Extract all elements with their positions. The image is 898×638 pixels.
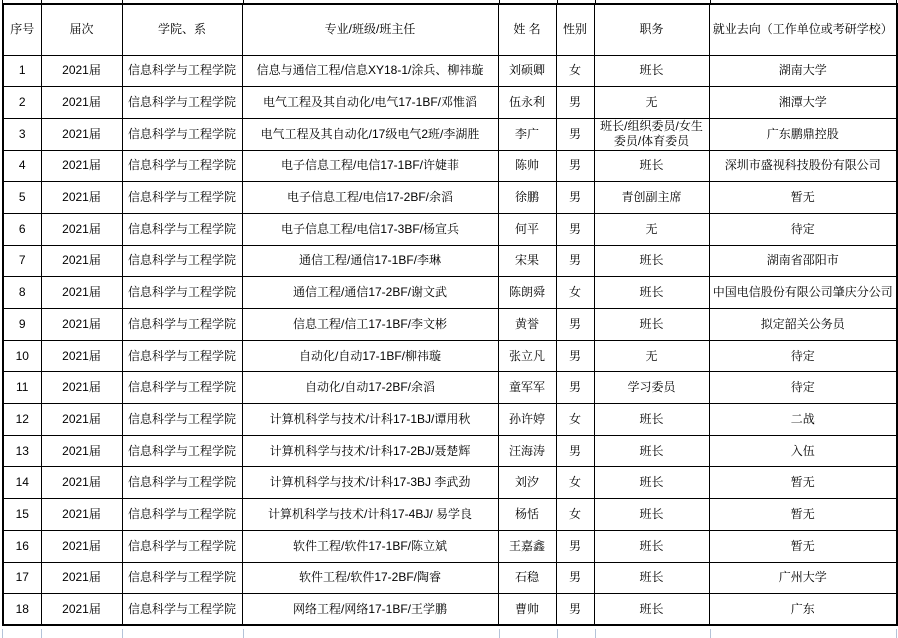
cell-index: 16: [3, 530, 41, 562]
graduates-table: [2, 3, 898, 626]
cell-name: 何平: [498, 213, 556, 245]
cell-gender: 男: [556, 594, 594, 626]
cell-index: 2: [3, 87, 41, 119]
cell-name: 石稳: [498, 562, 556, 594]
cell-destination: 中国电信股份有限公司肇庆分公司: [709, 277, 897, 309]
table-row: [3, 309, 897, 341]
cell-cohort: 2021届: [41, 55, 122, 87]
header-cell-major: 专业/班级/班主任: [242, 4, 498, 55]
cell-cohort: 2021届: [41, 467, 122, 499]
gridline-stub: [557, 629, 558, 638]
gridline-stub: [243, 629, 244, 638]
cell-college: 信息科学与工程学院: [122, 435, 242, 467]
cell-gender: 男: [556, 182, 594, 214]
cell-gender: 女: [556, 499, 594, 531]
cell-name: 宋果: [498, 245, 556, 277]
cell-college: 信息科学与工程学院: [122, 150, 242, 182]
cell-major: 电子信息工程/电信17-2BF/余滔: [242, 182, 498, 214]
cell-index: 4: [3, 150, 41, 182]
cell-name: 杨恬: [498, 499, 556, 531]
cell-duty: 班长: [594, 55, 709, 87]
header-cell-gender: 性别: [556, 4, 594, 55]
cell-duty: 青创副主席: [594, 182, 709, 214]
cell-college: 信息科学与工程学院: [122, 182, 242, 214]
cell-gender: 男: [556, 562, 594, 594]
cell-index: 1: [3, 55, 41, 87]
header-row: [3, 4, 897, 55]
cell-gender: 男: [556, 150, 594, 182]
cell-duty: 班长: [594, 499, 709, 531]
cell-name: 刘汐: [498, 467, 556, 499]
table-row: [3, 182, 897, 214]
cell-destination: 暂无: [709, 499, 897, 531]
cell-college: 信息科学与工程学院: [122, 499, 242, 531]
cell-college: 信息科学与工程学院: [122, 277, 242, 309]
cell-major: 计算机科学与技术/计科17-4BJ/ 易学良: [242, 499, 498, 531]
cell-index: 8: [3, 277, 41, 309]
cell-cohort: 2021届: [41, 309, 122, 341]
cell-college: 信息科学与工程学院: [122, 562, 242, 594]
gridline-stub: [122, 629, 123, 638]
cell-cohort: 2021届: [41, 499, 122, 531]
cell-duty: 班长/组织委员/女生委员/体育委员: [594, 118, 709, 150]
cell-index: 5: [3, 182, 41, 214]
cell-index: 9: [3, 309, 41, 341]
cell-cohort: 2021届: [41, 87, 122, 119]
cell-destination: 广州大学: [709, 562, 897, 594]
cell-duty: 班长: [594, 309, 709, 341]
cell-name: 孙许婷: [498, 404, 556, 436]
cell-major: 计算机科学与技术/计科17-1BJ/谭用秋: [242, 404, 498, 436]
cell-gender: 女: [556, 55, 594, 87]
cell-cohort: 2021届: [41, 372, 122, 404]
cell-college: 信息科学与工程学院: [122, 340, 242, 372]
cell-name: 李广: [498, 118, 556, 150]
cell-gender: 男: [556, 213, 594, 245]
table-row: [3, 594, 897, 626]
table-row: [3, 150, 897, 182]
gridline-stub: [499, 629, 500, 638]
cell-major: 电子信息工程/电信17-1BF/许婕菲: [242, 150, 498, 182]
cell-cohort: 2021届: [41, 150, 122, 182]
cell-index: 17: [3, 562, 41, 594]
cell-gender: 男: [556, 530, 594, 562]
table-row: [3, 530, 897, 562]
cell-major: 软件工程/软件17-2BF/陶睿: [242, 562, 498, 594]
header-cell-college: 学院、系: [122, 4, 242, 55]
cell-index: 6: [3, 213, 41, 245]
cell-name: 曹帅: [498, 594, 556, 626]
cell-destination: 待定: [709, 213, 897, 245]
cell-name: 陈朗舜: [498, 277, 556, 309]
cell-destination: 广东鹏鼎控股: [709, 118, 897, 150]
cell-cohort: 2021届: [41, 530, 122, 562]
cell-index: 7: [3, 245, 41, 277]
cell-college: 信息科学与工程学院: [122, 309, 242, 341]
cell-college: 信息科学与工程学院: [122, 594, 242, 626]
cell-name: 刘硕卿: [498, 55, 556, 87]
cell-college: 信息科学与工程学院: [122, 245, 242, 277]
cell-duty: 无: [594, 87, 709, 119]
table-header: [3, 4, 897, 55]
cell-index: 15: [3, 499, 41, 531]
cell-cohort: 2021届: [41, 277, 122, 309]
cell-destination: 拟定韶关公务员: [709, 309, 897, 341]
cell-cohort: 2021届: [41, 118, 122, 150]
cell-destination: 暂无: [709, 182, 897, 214]
cell-major: 电气工程及其自动化/电气17-1BF/邓惟滔: [242, 87, 498, 119]
table-row: [3, 55, 897, 87]
table-row: [3, 467, 897, 499]
cell-college: 信息科学与工程学院: [122, 404, 242, 436]
cell-duty: 班长: [594, 404, 709, 436]
cell-major: 软件工程/软件17-1BF/陈立斌: [242, 530, 498, 562]
cell-college: 信息科学与工程学院: [122, 118, 242, 150]
cell-destination: 待定: [709, 372, 897, 404]
table-row: [3, 562, 897, 594]
cell-name: 汪海涛: [498, 435, 556, 467]
cell-gender: 男: [556, 309, 594, 341]
gridline-stub: [595, 629, 596, 638]
cell-gender: 女: [556, 467, 594, 499]
cell-major: 通信工程/通信17-2BF/谢文武: [242, 277, 498, 309]
cell-duty: 班长: [594, 530, 709, 562]
gridline-stub: [41, 629, 42, 638]
cell-college: 信息科学与工程学院: [122, 372, 242, 404]
cell-destination: 湘潭大学: [709, 87, 897, 119]
table-row: [3, 499, 897, 531]
table-row: [3, 372, 897, 404]
cell-name: 徐鹏: [498, 182, 556, 214]
cell-college: 信息科学与工程学院: [122, 213, 242, 245]
cell-name: 伍永利: [498, 87, 556, 119]
header-cell-cohort: 届次: [41, 4, 122, 55]
cell-name: 王嘉鑫: [498, 530, 556, 562]
table-row: [3, 213, 897, 245]
table-row: [3, 118, 897, 150]
cell-destination: 深圳市盛视科技股份有限公司: [709, 150, 897, 182]
cell-gender: 女: [556, 277, 594, 309]
header-cell-index: 序号: [3, 4, 41, 55]
cell-cohort: 2021届: [41, 340, 122, 372]
cell-destination: 入伍: [709, 435, 897, 467]
cell-college: 信息科学与工程学院: [122, 467, 242, 499]
cell-cohort: 2021届: [41, 245, 122, 277]
cell-college: 信息科学与工程学院: [122, 87, 242, 119]
cell-cohort: 2021届: [41, 562, 122, 594]
cell-major: 自动化/自动17-2BF/余滔: [242, 372, 498, 404]
cell-major: 电子信息工程/电信17-3BF/杨宣兵: [242, 213, 498, 245]
gridline-stub: [2, 629, 3, 638]
cell-duty: 班长: [594, 150, 709, 182]
cell-destination: 湖南大学: [709, 55, 897, 87]
table-row: [3, 435, 897, 467]
cell-index: 3: [3, 118, 41, 150]
cell-name: 陈帅: [498, 150, 556, 182]
cell-gender: 女: [556, 404, 594, 436]
gridline-stub: [710, 629, 711, 638]
cell-major: 自动化/自动17-1BF/柳祎璇: [242, 340, 498, 372]
cell-destination: 待定: [709, 340, 897, 372]
cell-cohort: 2021届: [41, 182, 122, 214]
cell-major: 通信工程/通信17-1BF/李琳: [242, 245, 498, 277]
cell-destination: 暂无: [709, 467, 897, 499]
cell-duty: 无: [594, 340, 709, 372]
cell-gender: 男: [556, 118, 594, 150]
cell-destination: 湖南省邵阳市: [709, 245, 897, 277]
cell-duty: 班长: [594, 435, 709, 467]
cell-duty: 班长: [594, 245, 709, 277]
header-cell-destination: 就业去向（工作单位或考研学校）: [709, 4, 897, 55]
cell-cohort: 2021届: [41, 435, 122, 467]
cell-major: 信息工程/信工17-1BF/李文彬: [242, 309, 498, 341]
cell-major: 信息与通信工程/信息XY18-1/涂兵、柳祎璇: [242, 55, 498, 87]
header-cell-name: 姓 名: [498, 4, 556, 55]
cell-gender: 男: [556, 435, 594, 467]
cell-name: 童军军: [498, 372, 556, 404]
cell-college: 信息科学与工程学院: [122, 530, 242, 562]
cell-cohort: 2021届: [41, 213, 122, 245]
cell-destination: 二战: [709, 404, 897, 436]
cell-college: 信息科学与工程学院: [122, 55, 242, 87]
table-row: [3, 245, 897, 277]
table-row: [3, 340, 897, 372]
cell-index: 18: [3, 594, 41, 626]
cell-duty: 班长: [594, 562, 709, 594]
cell-cohort: 2021届: [41, 594, 122, 626]
gridline-stub: [896, 629, 897, 638]
cell-gender: 男: [556, 372, 594, 404]
cell-index: 14: [3, 467, 41, 499]
header-cell-duty: 职务: [594, 4, 709, 55]
cell-index: 12: [3, 404, 41, 436]
table-body: [3, 55, 897, 625]
cell-gender: 男: [556, 340, 594, 372]
cell-name: 黄誉: [498, 309, 556, 341]
cell-major: 计算机科学与技术/计科17-2BJ/聂楚辉: [242, 435, 498, 467]
cell-destination: 广东: [709, 594, 897, 626]
cell-gender: 男: [556, 87, 594, 119]
cell-name: 张立凡: [498, 340, 556, 372]
cell-duty: 班长: [594, 594, 709, 626]
cell-duty: 班长: [594, 277, 709, 309]
cell-major: 电气工程及其自动化/17级电气2班/李湖胜: [242, 118, 498, 150]
cell-duty: 无: [594, 213, 709, 245]
cell-index: 11: [3, 372, 41, 404]
table-row: [3, 87, 897, 119]
cell-index: 13: [3, 435, 41, 467]
cell-index: 10: [3, 340, 41, 372]
cell-destination: 暂无: [709, 530, 897, 562]
cell-gender: 男: [556, 245, 594, 277]
table-row: [3, 404, 897, 436]
cell-major: 网络工程/网络17-1BF/王学鹏: [242, 594, 498, 626]
table-row: [3, 277, 897, 309]
cell-duty: 学习委员: [594, 372, 709, 404]
cell-major: 计算机科学与技术/计科17-3BJ 李武劲: [242, 467, 498, 499]
cell-cohort: 2021届: [41, 404, 122, 436]
cell-duty: 班长: [594, 467, 709, 499]
